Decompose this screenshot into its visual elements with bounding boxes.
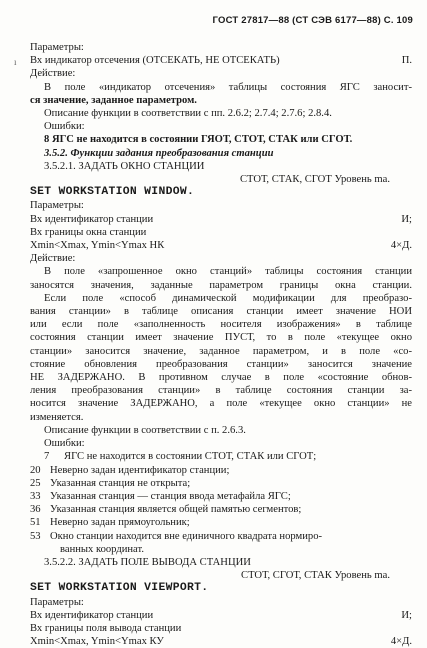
parameter-line: [30, 239, 412, 252]
text-line: Параметры:: [30, 200, 84, 212]
error-item: [30, 530, 412, 543]
error-item: [30, 450, 412, 463]
parameter-line: [30, 54, 412, 67]
parameter-line: [30, 609, 412, 622]
error-code: 53: [30, 530, 41, 542]
text-line: ся значение, заданное параметром.: [30, 94, 197, 106]
parameter-line: [30, 635, 412, 648]
section-heading: 3.5.2. Функции задания преобразования станции: [44, 147, 274, 159]
margin-mark: ı: [14, 57, 17, 67]
error-code: 7: [44, 451, 50, 463]
text-line: Если поле «способ динамической модификации для преобразо-: [44, 292, 412, 304]
text-line: состояния станции имеет значение ПУСТ, то в поле «текущее окно: [30, 332, 412, 344]
error-code: 36: [30, 504, 41, 516]
parameter-type: И;: [401, 609, 412, 621]
page-body: [30, 41, 412, 648]
text-line: вания станции» в таблице описания станции имеет значение НОИ: [30, 306, 412, 318]
running-header: ГОСТ 27817—88 (СТ СЭВ 6177—88) С. 109: [212, 15, 413, 26]
error-text: Указанная станция является общей памятью сегментов;: [50, 504, 302, 516]
error-text: Окно станции находится вне единичного квадрата нормиро-: [50, 530, 323, 542]
parameter-text: Xmin<Xmax, Ymin<Ymax КУ: [30, 636, 164, 648]
parameter-text: Вх идентификатор станции: [30, 213, 154, 225]
parameter-type: 4×Д.: [390, 636, 412, 648]
text-line: Действие:: [30, 68, 76, 80]
error-line: 8 ЯГС не находится в состоянии ГЯОТ, СТОТ, СТАК или СГОТ.: [44, 134, 353, 146]
text-line: Ошибки:: [44, 438, 85, 450]
error-code: 25: [30, 477, 41, 489]
error-item: [30, 490, 412, 503]
text-line: Действие:: [30, 253, 76, 265]
function-heading: 3.5.2.1. ЗАДАТЬ ОКНО СТАНЦИИ: [44, 160, 205, 172]
text-line: Параметры:: [30, 596, 84, 608]
text-line: стояние обновления преобразования станции» заносится значение: [30, 358, 412, 370]
error-text: ЯГС не находится в состоянии СТОТ, СТАК или СГОТ;: [64, 451, 317, 463]
error-text: Неверно задан прямоугольник;: [50, 517, 190, 529]
error-item: [30, 516, 412, 529]
text-line: изменяется.: [30, 411, 84, 423]
text-line: Описание функции в соответствии с п. 2.6.3.: [44, 424, 246, 436]
error-code: 51: [30, 517, 41, 529]
text-line: ления преобразования станции» в таблице состояния станции за-: [30, 385, 412, 397]
parameter-type: П.: [401, 55, 412, 67]
text-line: заносятся значения, заданные параметром границы окна станции.: [30, 279, 412, 291]
function-heading: 3.5.2.2. ЗАДАТЬ ПОЛЕ ВЫВОДА СТАНЦИИ: [44, 556, 251, 568]
text-line: Описание функции в соответствии с пп. 2.6.2; 2.7.4; 2.7.6; 2.8.4.: [44, 108, 332, 120]
parameter-type: 4×Д.: [390, 240, 412, 252]
parameter-line: [30, 213, 412, 226]
state-level-line: СТОТ, СГОТ, СТАК Уровень ma.: [241, 570, 390, 582]
parameter-type: И;: [401, 213, 412, 225]
text-line: станции» заносится значение, заданное параметром, и в поле «со-: [30, 345, 412, 357]
error-continuation: ванных координат.: [60, 543, 144, 555]
text-line: НЕ ЗАДЕРЖАНО. В противном случае в поле «состояние обнов-: [30, 372, 412, 384]
text-line: Вх границы поля вывода станции: [30, 622, 182, 634]
error-text: Неверно задан идентификатор станции;: [50, 464, 230, 476]
error-code: 20: [30, 464, 41, 476]
error-text: Указанная станция не открыта;: [50, 477, 191, 489]
parameter-text: Вх индикатор отсечения (ОТСЕКАТЬ, НЕ ОТСЕКАТЬ): [30, 55, 280, 67]
error-item: [30, 503, 412, 516]
text-line: носится значение ЗАДЕРЖАНО, а поле «текущее окно станции» не: [30, 398, 412, 410]
text-line: Ошибки:: [44, 121, 85, 133]
parameter-text: Xmin<Xmax, Ymin<Ymax НК: [30, 240, 165, 252]
text-line: Вх границы окна станции: [30, 226, 147, 238]
function-name: SET WORKSTATION VIEWPORT.: [30, 582, 209, 595]
error-code: 33: [30, 490, 41, 502]
text-line: В поле «запрошенное окно станций» таблицы состояния станции: [44, 266, 412, 278]
error-item: [30, 464, 412, 477]
state-level-line: СТОТ, СТАК, СГОТ Уровень ma.: [239, 174, 390, 186]
text-line: или если поле «заполненность носителя изображения» в таблице: [30, 319, 412, 331]
text-line: В поле «индикатор отсечения» таблицы состояния ЯГС заносит-: [44, 81, 412, 93]
text-line: Параметры:: [30, 42, 84, 53]
function-name: SET WORKSTATION WINDOW.: [30, 186, 195, 199]
error-item: [30, 477, 412, 490]
parameter-text: Вх идентификатор станции: [30, 609, 154, 621]
error-text: Указанная станция — станция ввода метафайла ЯГС;: [50, 490, 291, 502]
